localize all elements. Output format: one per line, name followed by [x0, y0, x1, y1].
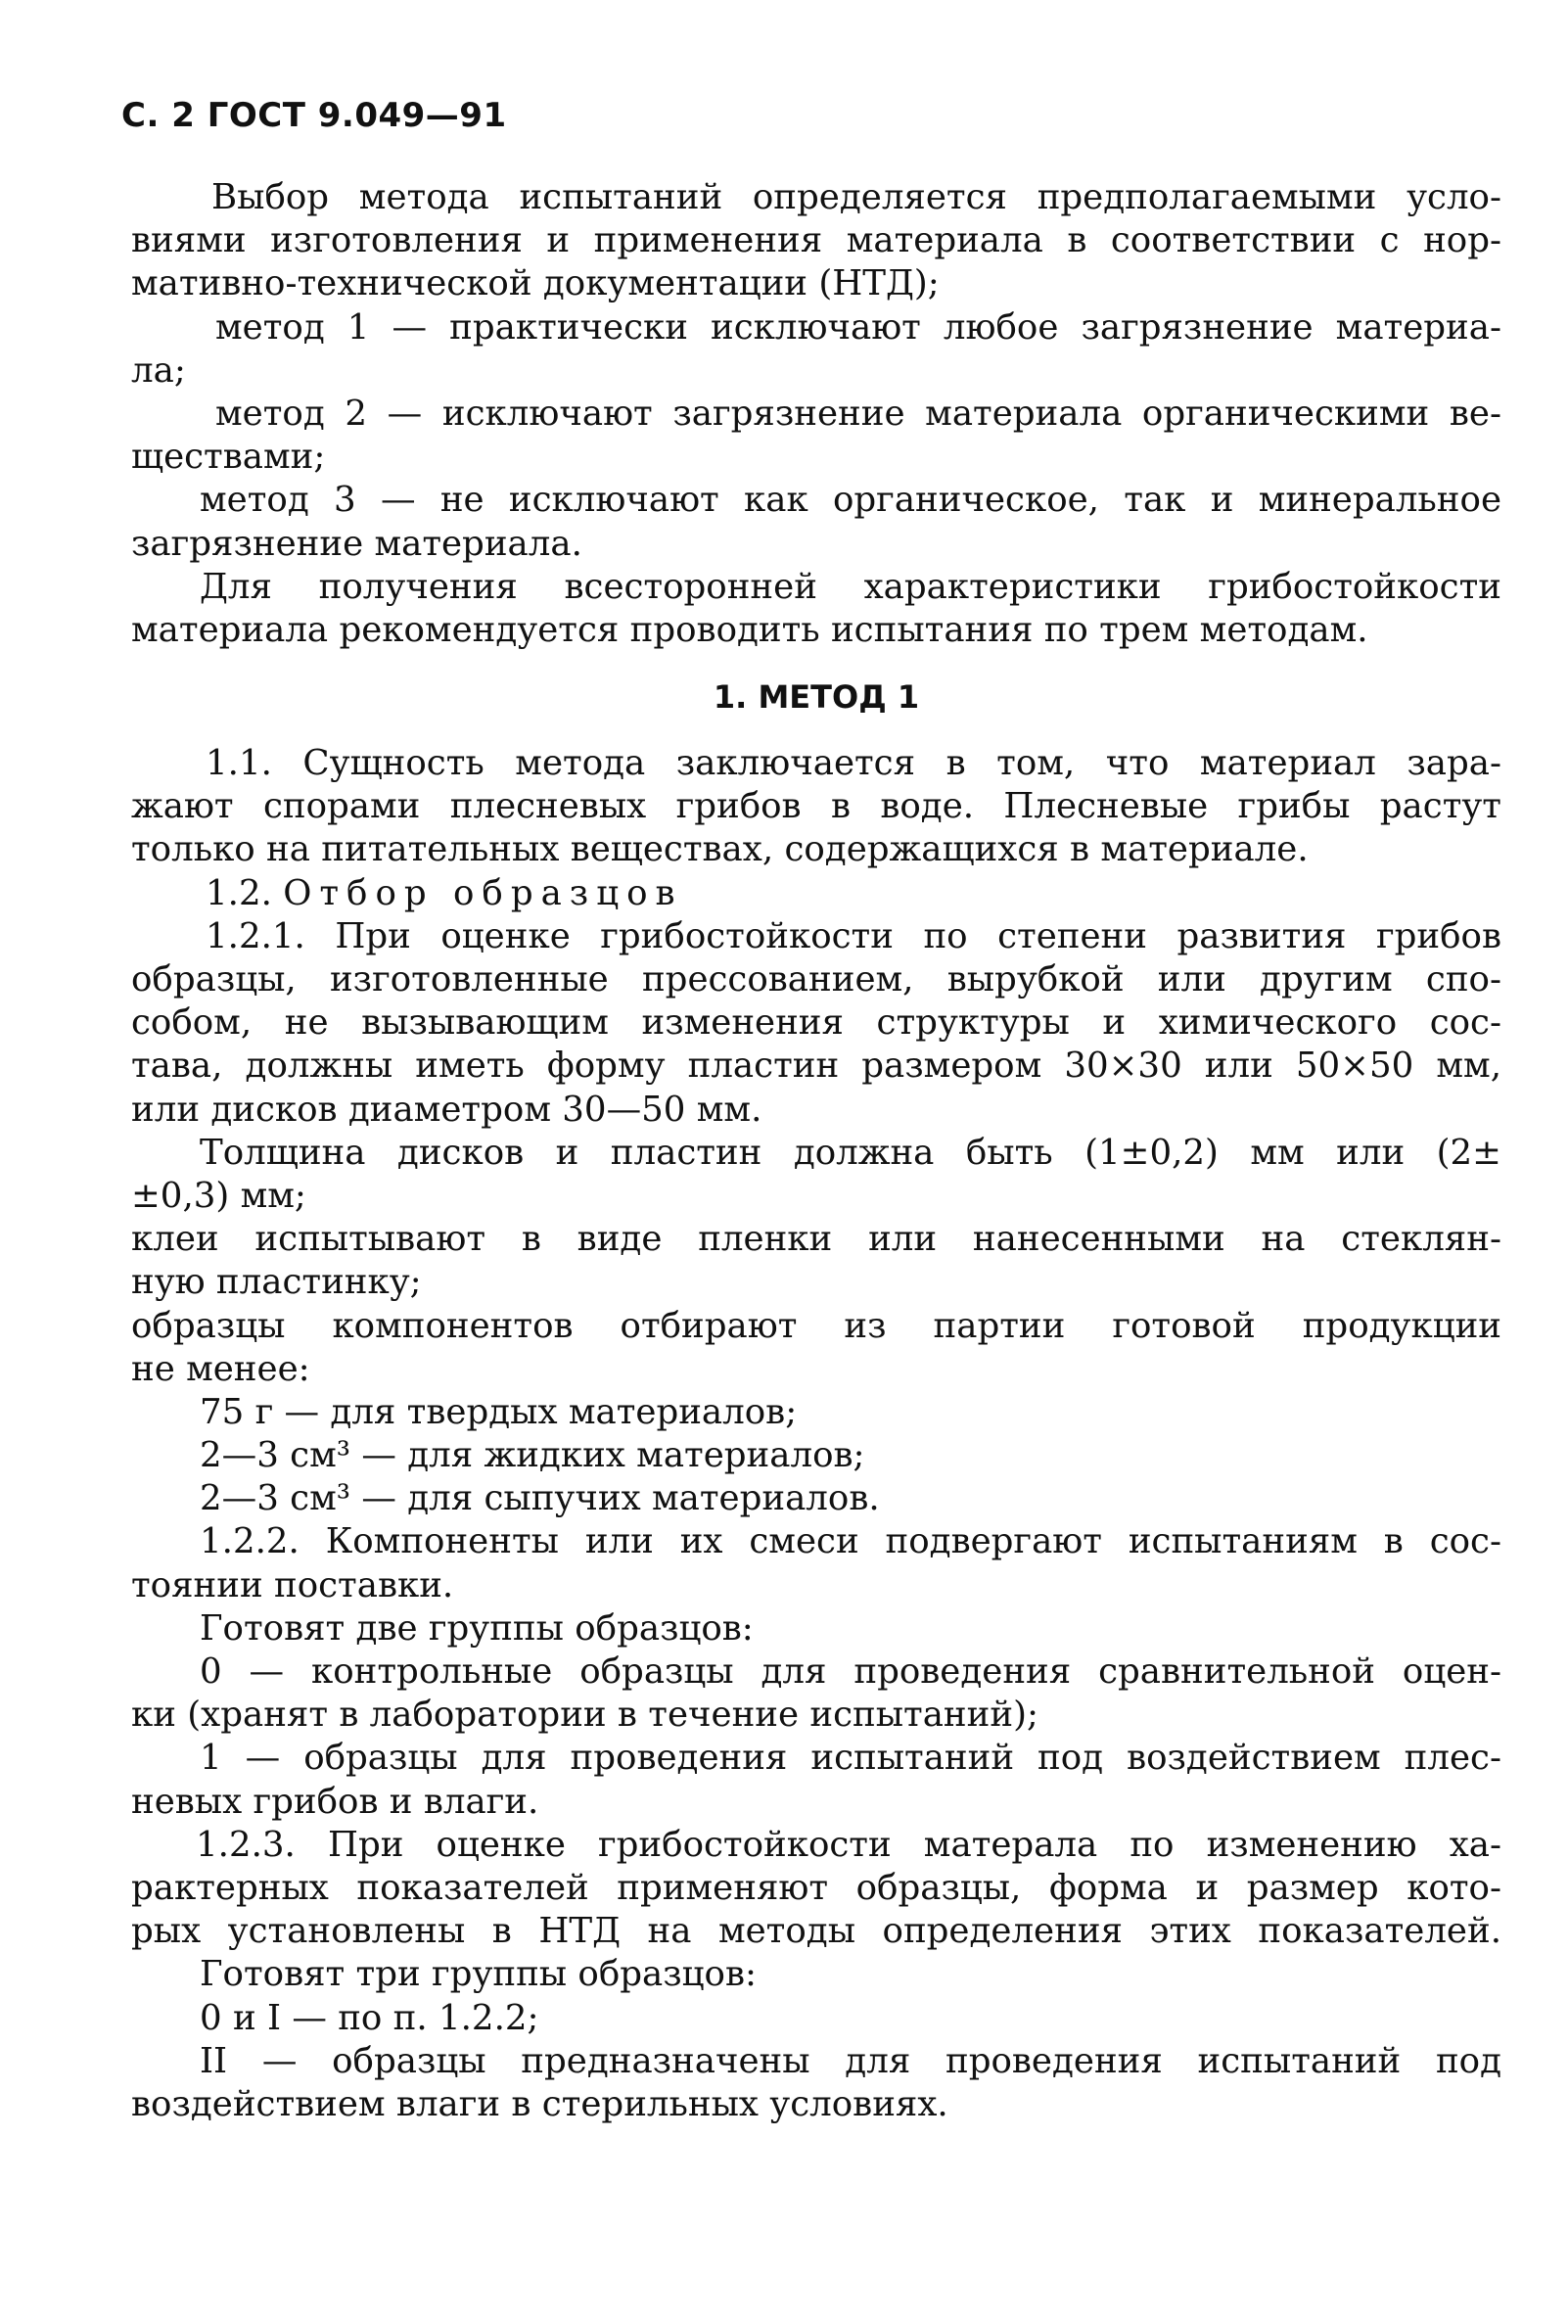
text-line: жают спорами плесневых грибов в воде. Плесневые грибы растут: [131, 786, 1501, 827]
text-line: 1.1. Сущность метода заключается в том, что материал зара-: [206, 743, 1501, 784]
text-line: метод 1 — практически исключают любое загрязнение материа-: [215, 306, 1501, 348]
text-line: тоянии поставки.: [131, 1564, 454, 1605]
text-line: невых грибов и влаги.: [131, 1781, 539, 1822]
text-line: 75 г — для твердых материалов;: [200, 1391, 798, 1432]
text-line: метод 2 — исключают загрязнение материала органическими ве-: [215, 393, 1501, 434]
text-line: 2—3 см³ — для сыпучих материалов.: [200, 1478, 880, 1519]
text-line: ки (хранят в лаборатории в течение испытаний);: [131, 1695, 1038, 1736]
text-line: Готовят две группы образцов:: [200, 1607, 754, 1649]
text-line: Выбор метода испытаний определяется предполагаемыми усло-: [211, 177, 1501, 217]
text-line: образцы компонентов отбирают из партии готовой продукции: [131, 1305, 1501, 1346]
text-line: рых установлены в НТД на методы определения этих показателей.: [131, 1911, 1501, 1952]
text-line: или дисков диаметром 30—50 мм.: [131, 1089, 762, 1130]
text-line: рактерных показателей применяют образцы, форма и размер кото-: [131, 1867, 1501, 1908]
subsection-title: 1.2. Отбор образцов: [206, 872, 683, 913]
text-line: 2—3 см³ — для жидких материалов;: [200, 1435, 865, 1476]
text-line: 1.2.2. Компоненты или их смеси подвергают испытаниям в сос-: [200, 1521, 1501, 1562]
text-line: загрязнение материала.: [131, 523, 582, 564]
body-text: [131, 176, 1501, 2126]
section-heading: 1. МЕТОД 1: [713, 678, 920, 717]
page-header: С. 2 ГОСТ 9.049—91: [121, 96, 507, 135]
text-line: метод 3 — не исключают как органическое, так и минеральное: [200, 480, 1501, 521]
text-line: воздействием влаги в стерильных условиях.: [131, 2083, 948, 2124]
text-line: образцы, изготовленные прессованием, вырубкой или другим спо-: [131, 959, 1501, 999]
text-line: ±0,3) мм;: [131, 1175, 306, 1216]
text-line: 1 — образцы для проведения испытаний под воздействием плес-: [200, 1738, 1501, 1779]
text-line: II — образцы предназначены для проведения испытаний под: [200, 2040, 1501, 2081]
text-line: мативно-технической документации (НТД);: [131, 263, 940, 304]
text-line: Для получения всесторонней характеристики грибостойкости: [200, 566, 1501, 607]
text-line: ную пластинку;: [131, 1262, 422, 1303]
text-line: только на питательных веществах, содержащихся в материале.: [131, 829, 1309, 870]
text-line: материала рекомендуется проводить испытания по трем методам.: [131, 609, 1368, 650]
text-line: 0 и I — по п. 1.2.2;: [200, 1997, 539, 2038]
text-line: клеи испытывают в виде пленки или нанесенными на стеклян-: [131, 1219, 1501, 1260]
text-line: 1.2.3. При оценке грибостойкости матерала по изменению ха-: [196, 1824, 1501, 1865]
text-line: Готовят три группы образцов:: [200, 1954, 757, 1995]
text-line: ществами;: [131, 437, 326, 478]
text-line: тава, должны иметь форму пластин размером 30×30 или 50×50 мм,: [131, 1046, 1501, 1087]
text-line: не менее:: [131, 1348, 310, 1389]
text-line: 0 — контрольные образцы для проведения сравнительной оцен-: [200, 1651, 1501, 1692]
text-line: Толщина дисков и пластин должна быть (1±0,2) мм или (2±: [200, 1132, 1501, 1173]
text-line: 1.2.1. При оценке грибостойкости по степени развития грибов: [206, 915, 1501, 956]
text-line: собом, не вызывающим изменения структуры и химического сос-: [131, 1002, 1501, 1044]
text-line: ла;: [131, 349, 186, 391]
text-line: виями изготовления и применения материала в соответствии с нор-: [131, 220, 1501, 261]
